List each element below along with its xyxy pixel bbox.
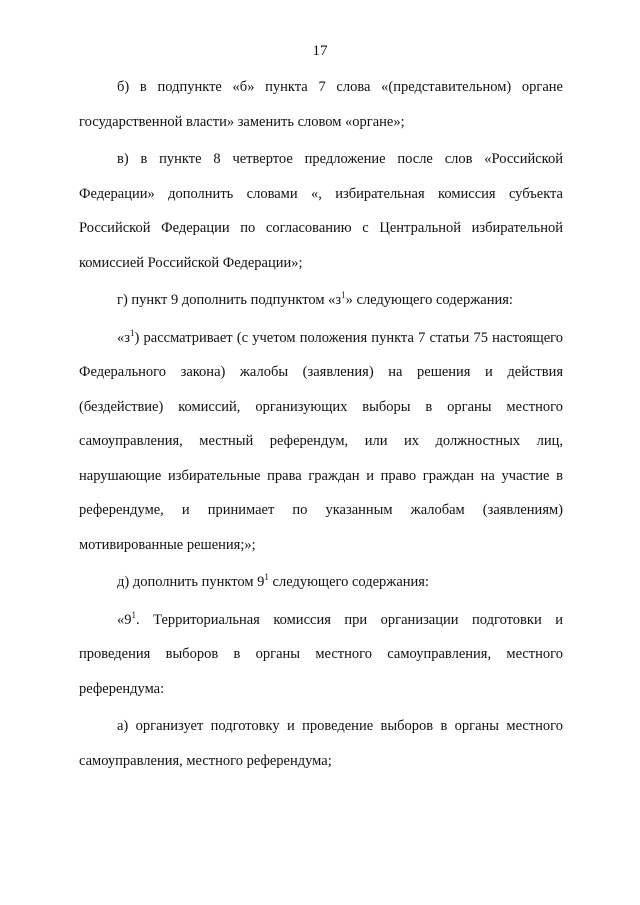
- paragraph-91-superscript: 1: [131, 609, 136, 620]
- paragraph-g-text-end: » следующего содержания:: [345, 292, 513, 308]
- paragraph-91: [79, 603, 563, 707]
- document-body: [79, 70, 563, 781]
- paragraph-z1-text-end: ) рассматривает (с учетом положения пункта 7 статьи 75 настоящего Федерального закона) жалобы (заявления) на решения и действия (бездействие) комиссий, организующих выборы в органы местного самоуправления, местный референдум, или их должностных лиц, нарушающие избирательные права граждан и право граждан на участие в референдуме, и принимает по указанным жалобам (заявлениям) мотивированные решения;»;: [79, 329, 563, 553]
- paragraph-z1-superscript: 1: [129, 327, 135, 338]
- page-number: 17: [312, 43, 328, 59]
- paragraph-v: в) в пункте 8 четвертое предложение после слов «Российской Федерации» дополнить словами «, избирательная комиссия субъекта Российской Федерации по согласованию с Центральной избирательной комиссией Российской Федерации»;: [79, 151, 563, 271]
- paragraph-d: [79, 565, 563, 600]
- paragraph-d-text-start: д) дополнить пунктом 9: [117, 574, 265, 590]
- paragraph-d-superscript: 1: [264, 572, 269, 582]
- paragraph-b: б) в подпункте «б» пункта 7 слова «(представительном) органе государственной власти» заменить словом «органе»;: [79, 79, 563, 130]
- paragraph-z1: [79, 321, 563, 563]
- paragraph-91-text-start: «9: [117, 611, 132, 628]
- paragraph-91-text-end: . Территориальная комиссия при организации подготовки и проведения выборов в органы местного самоуправления, местного референдума:: [79, 611, 563, 697]
- paragraph-z1-text-start: «з: [117, 329, 130, 346]
- paragraph-g-superscript: 1: [341, 290, 346, 300]
- paragraph-g-text-start: г) пункт 9 дополнить подпунктом «з: [117, 292, 342, 308]
- paragraph-d-text-end: следующего содержания:: [268, 574, 429, 590]
- paragraph-g: [79, 283, 563, 318]
- paragraph-a: а) организует подготовку и проведение выборов в органы местного самоуправления, местного референдума;: [79, 718, 563, 769]
